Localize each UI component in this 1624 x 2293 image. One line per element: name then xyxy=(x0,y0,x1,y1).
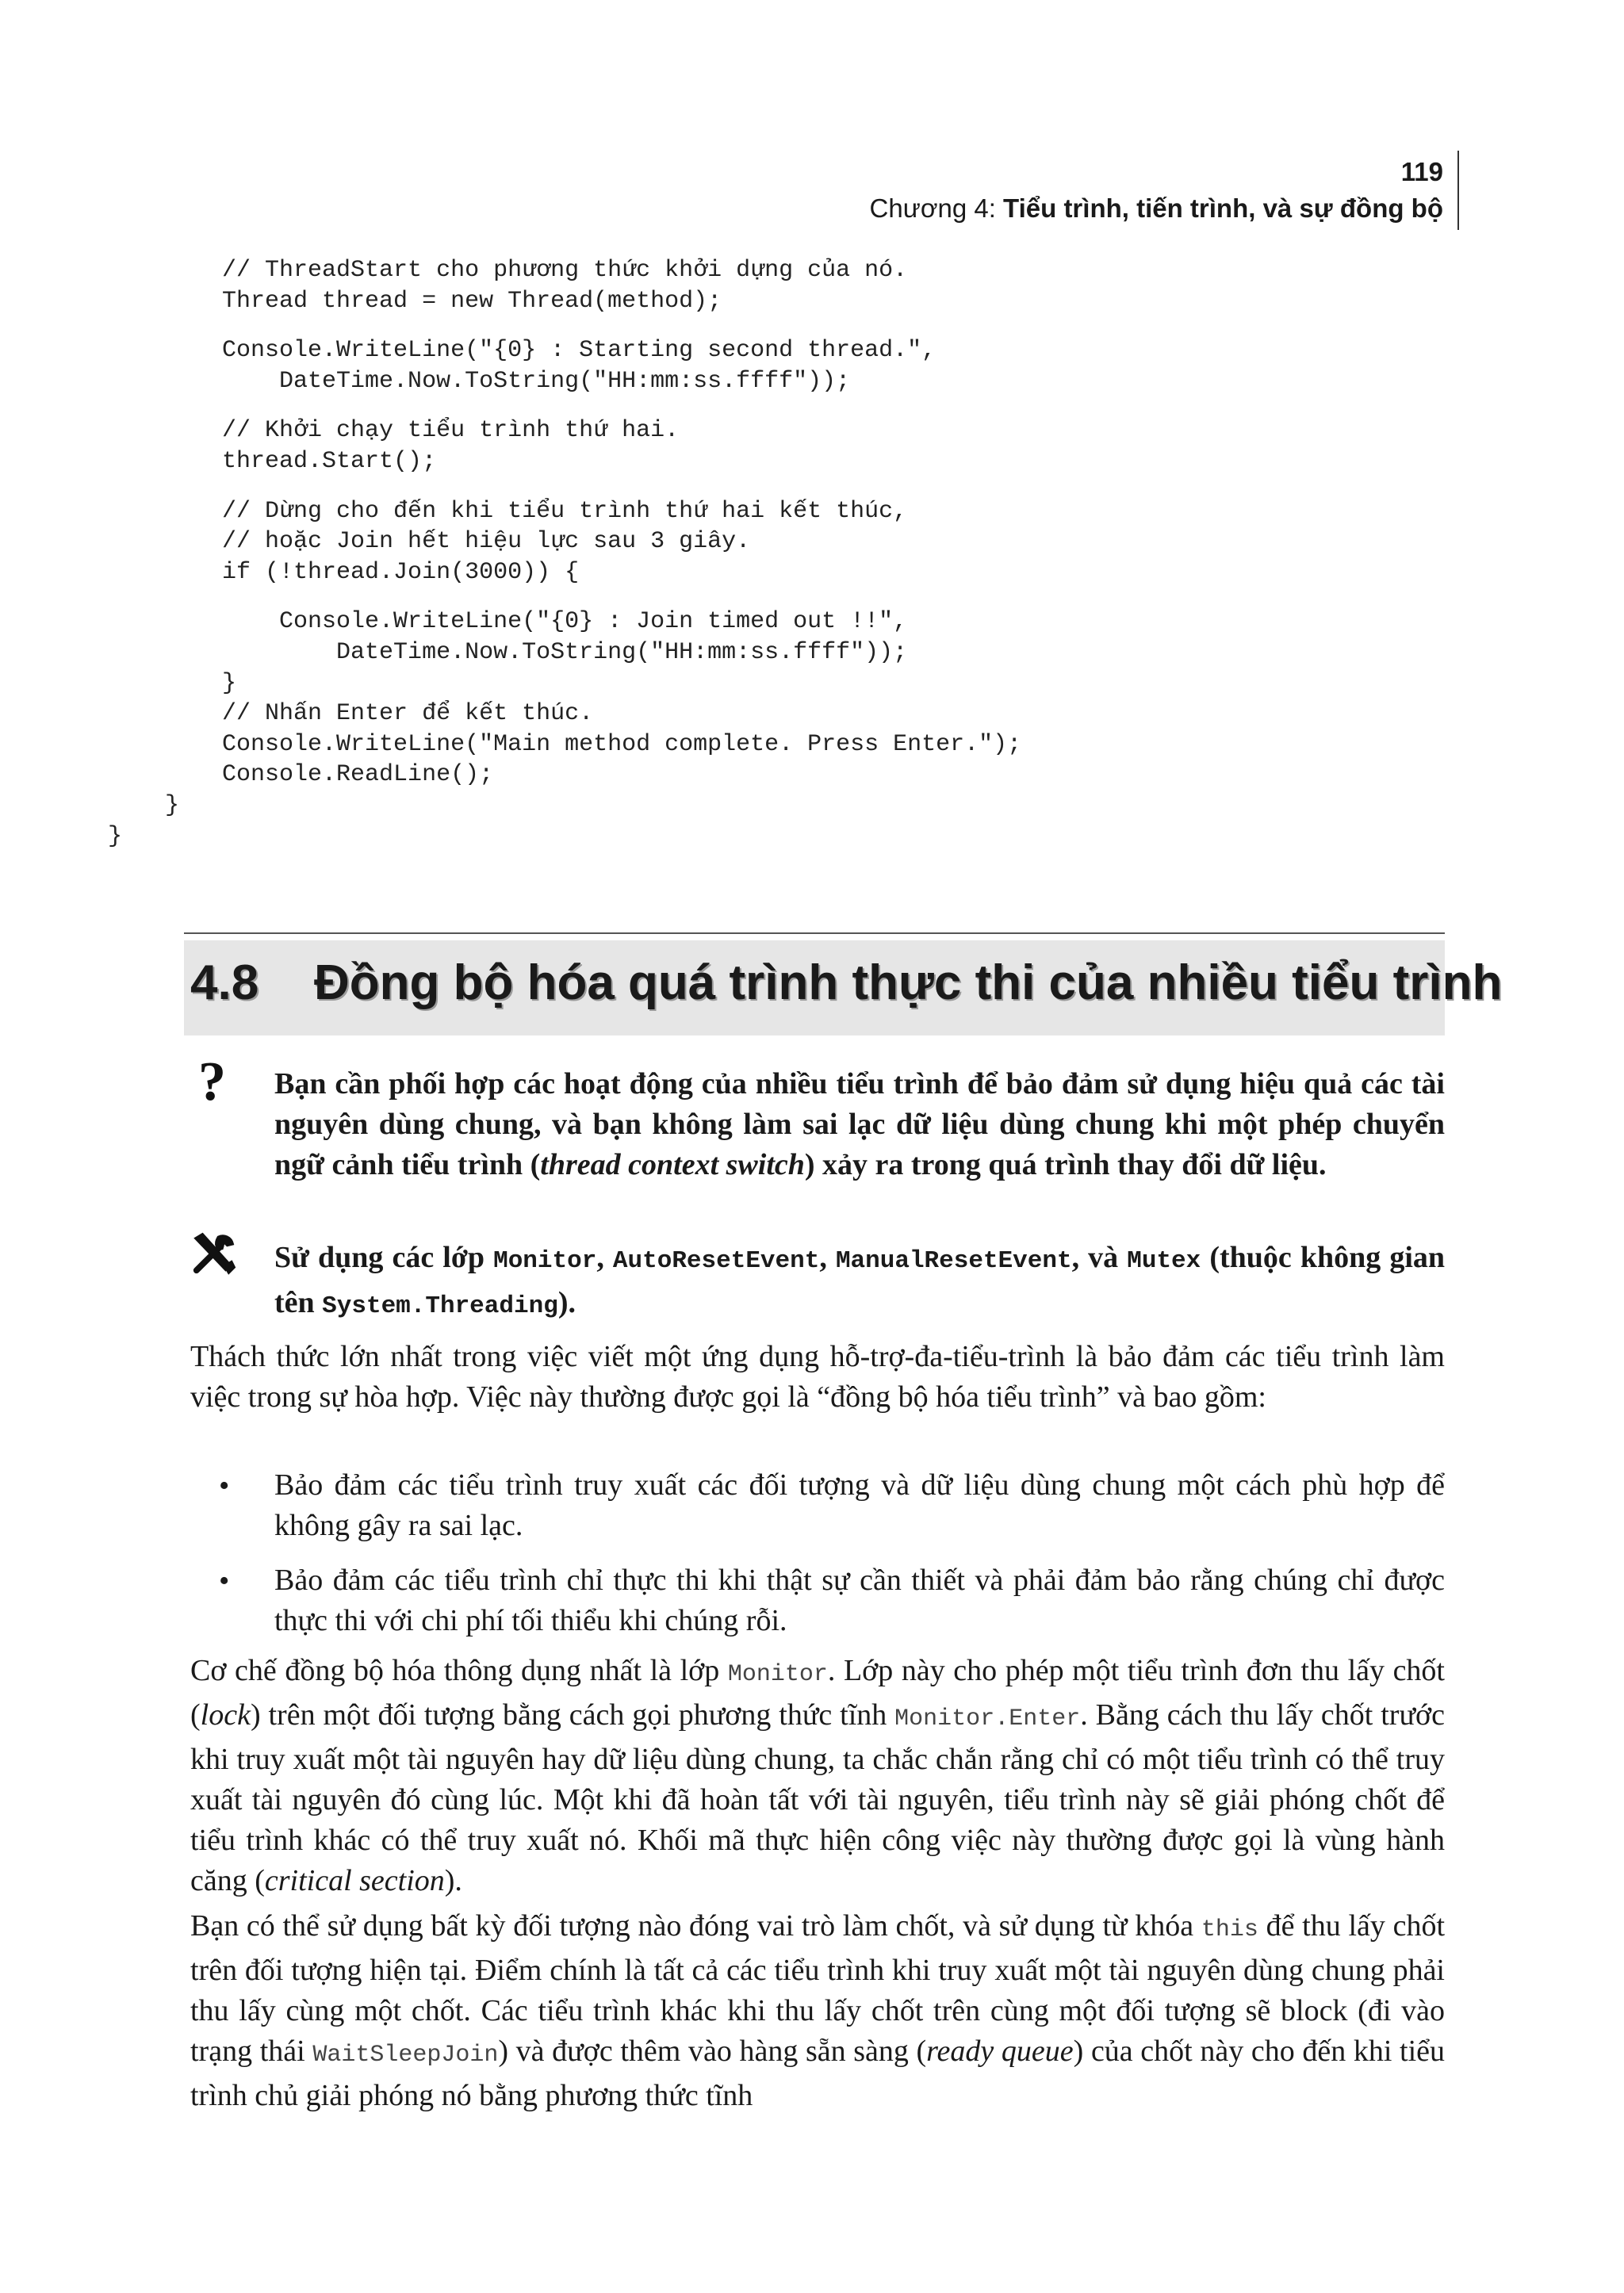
term: lock xyxy=(200,1698,251,1732)
solution-text: , xyxy=(819,1241,836,1274)
bullet-marker: • xyxy=(219,1564,230,1598)
code-gap xyxy=(108,316,1021,335)
problem-text: Bạn cần phối hợp các hoạt động của nhiều tiểu trình để bảo đảm sử dụng hiệu quả các tài nguyên dùng chung, và bạn không làm sai lạc dữ liệu dùng chung khi một phép chuyển ngữ cảnh tiểu trình ( xyxy=(274,1067,1445,1181)
code-gap xyxy=(108,396,1021,415)
solution-statement xyxy=(274,1237,1445,1327)
text: . Bằng cách thu lấy chốt trước khi truy xuất một tài nguyên hay dữ liệu dùng chung, ta chắc chắn rằng chỉ có một tiểu trình có thể truy xuất tài nguyên đó cùng lúc. Một khi đã hoàn tất với tài nguyên, tiểu trình này sẽ giải phóng chốt để tiểu trình khác có thể truy xuất nó. Khối mã thực hiện công việc này thường được gọi là vùng hành căng ( xyxy=(190,1698,1445,1897)
code-line: } xyxy=(108,669,237,697)
running-header xyxy=(870,193,1443,224)
text: Bạn có thể sử dụng bất kỳ đối tượng nào đóng vai trò làm chốt, và sử dụng từ khóa xyxy=(190,1909,1201,1943)
code-line: Console.WriteLine("{0} : Join timed out !!", xyxy=(108,608,908,636)
problem-term: thread context switch xyxy=(540,1148,805,1181)
chapter-label: Chương 4: xyxy=(869,193,1004,223)
class-name: Mutex xyxy=(1127,1247,1201,1275)
code-line: Console.WriteLine("Main method complete. Press Enter."); xyxy=(108,730,1022,758)
section-heading xyxy=(184,940,1503,1035)
code-line: DateTime.Now.ToString("HH:mm:ss.ffff")); xyxy=(108,638,908,666)
code-line: // Dừng cho đến khi tiểu trình thứ hai kết thúc, xyxy=(108,497,908,525)
text: ) của chốt này cho đến khi tiểu trình chủ giải phóng nó bằng phương thức tĩnh xyxy=(190,2035,1446,2112)
solution-text: (thuộc không gian tên xyxy=(274,1241,1446,1319)
code-gap xyxy=(108,477,1021,496)
code-line: Console.ReadLine(); xyxy=(108,761,494,789)
term: critical section xyxy=(264,1864,445,1897)
paragraph-monitor xyxy=(190,1651,1445,1901)
code-line: // hoặc Join hết hiệu lực sau 3 giây. xyxy=(108,528,751,556)
bullet-item: Bảo đảm các tiểu trình truy xuất các đối tượng và dữ liệu dùng chung một cách phù hợp để không gây ra sai lạc. xyxy=(274,1468,1445,1542)
paragraph-intro: Thách thức lớn nhất trong việc viết một ứng dụng hỗ-trợ-đa-tiểu-trình là bảo đảm các tiểu trình làm việc trong sự hòa hợp. Việc này thường được gọi là “đồng bộ hóa tiểu trình” và bao gồm: xyxy=(190,1340,1445,1414)
class-name: AutoResetEvent xyxy=(612,1247,820,1275)
class-name: ManualResetEvent xyxy=(835,1247,1072,1275)
inline-code: Monitor xyxy=(727,1661,828,1688)
chapter-title: Tiểu trình, tiến trình, và sự đồng bộ xyxy=(1003,193,1443,223)
section-divider xyxy=(184,932,1445,934)
code-line: } xyxy=(108,791,180,819)
text: để thu lấy chốt trên đối tượng hiện tại. Điểm chính là tất cả các tiểu trình khi truy xuất một tài nguyên dùng chung phải thu lấy cùng một chốt. Các tiểu trình khác khi thu lấy chốt trên cùng một đối tượng sẽ block (đi vào trạng thái xyxy=(190,1909,1445,2068)
question-mark-icon: ? xyxy=(198,1051,226,1112)
problem-text: ) xảy ra trong quá trình thay đổi dữ liệu. xyxy=(804,1148,1327,1181)
code-line: // Nhấn Enter để kết thúc. xyxy=(108,700,594,728)
paragraph-lock xyxy=(190,1906,1445,2116)
code-gap xyxy=(108,588,1021,607)
bullet-marker: • xyxy=(219,1469,230,1503)
text: Cơ chế đồng bộ hóa thông dụng nhất là lớp xyxy=(190,1654,728,1687)
code-line: if (!thread.Join(3000)) { xyxy=(108,558,580,586)
text: ). xyxy=(444,1864,462,1897)
inline-code: Monitor.Enter xyxy=(894,1705,1081,1732)
inline-code: this xyxy=(1201,1916,1258,1943)
text: ) trên một đối tượng bằng cách gọi phương thức tĩnh xyxy=(250,1698,895,1732)
tools-icon xyxy=(190,1231,236,1277)
inline-code: WaitSleepJoin xyxy=(312,2042,499,2069)
code-line: // ThreadStart cho phương thức khởi dựng của nó. xyxy=(108,257,908,284)
class-name: Monitor xyxy=(493,1247,597,1275)
header-divider xyxy=(1457,151,1459,230)
page-number: 119 xyxy=(1400,157,1443,186)
code-line: DateTime.Now.ToString("HH:mm:ss.ffff")); xyxy=(108,367,851,395)
bullet-item: Bảo đảm các tiểu trình chỉ thực thi khi thật sự cần thiết và phải đảm bảo rằng chúng chỉ được thực thi với chi phí tối thiểu khi chúng rỗi. xyxy=(274,1564,1445,1637)
text: ) và được thêm vào hàng sẵn sàng ( xyxy=(498,2035,927,2068)
solution-text: ). xyxy=(557,1286,576,1319)
code-line: // Khởi chạy tiểu trình thứ hai. xyxy=(108,417,680,445)
solution-text: , xyxy=(596,1241,613,1274)
code-line: Console.WriteLine("{0} : Starting second thread.", xyxy=(108,337,936,365)
solution-text: Sử dụng các lớp xyxy=(274,1241,494,1274)
solution-text: , và xyxy=(1071,1241,1128,1274)
code-line: thread.Start(); xyxy=(108,447,437,475)
namespace-name: System.Threading xyxy=(322,1292,558,1320)
term: ready queue xyxy=(926,2035,1074,2068)
section-number: 4.8 xyxy=(190,955,259,1010)
code-block xyxy=(108,255,1021,852)
problem-statement xyxy=(274,1064,1445,1185)
section-title: Đồng bộ hóa quá trình thực thi của nhiều tiểu trình xyxy=(314,955,1503,1010)
code-line: Thread thread = new Thread(method); xyxy=(108,287,722,315)
text: . Lớp này cho phép một tiểu trình đơn thu lấy chốt ( xyxy=(190,1654,1445,1732)
code-line: } xyxy=(108,822,123,850)
